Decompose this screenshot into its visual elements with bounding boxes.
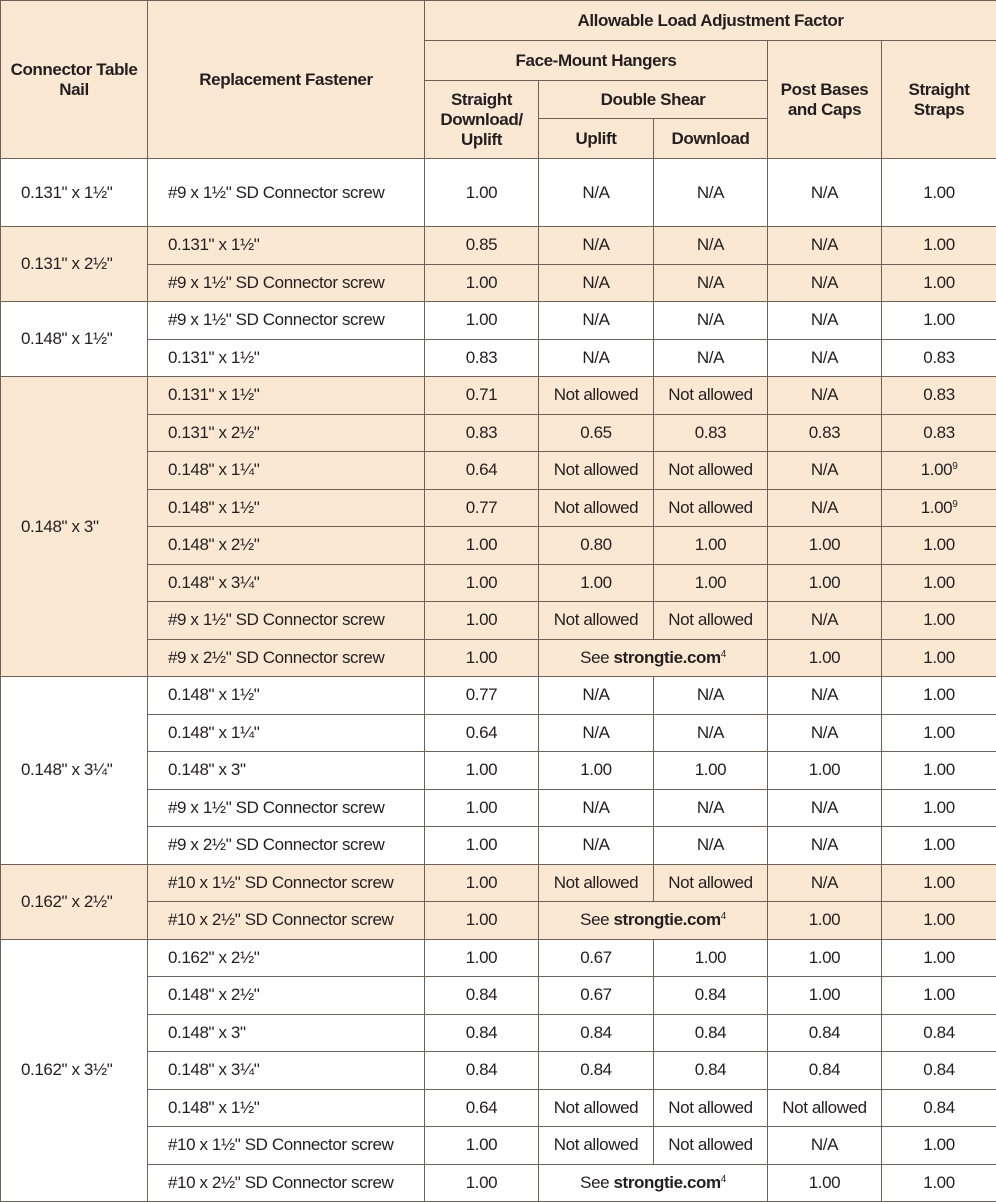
double-shear-uplift-cell: 0.84: [539, 1052, 654, 1090]
footnote-marker: 4: [721, 1174, 726, 1185]
table-row: [1, 789, 996, 827]
table-row: [1, 339, 996, 377]
double-shear-download-cell: N/A: [654, 227, 768, 265]
table-row: [1, 1127, 996, 1165]
replacement-fastener-cell: #10 x 2½" SD Connector screw: [148, 1164, 425, 1202]
straight-straps-cell: 1.00: [882, 227, 996, 265]
straight-straps-cell: 1.00: [882, 639, 996, 677]
table-row: [1, 1014, 996, 1052]
strongtie-link[interactable]: strongtie.com: [614, 1173, 721, 1192]
replacement-fastener-cell: 0.162" x 2½": [148, 939, 425, 977]
replacement-fastener-cell: 0.148" x 2½": [148, 977, 425, 1015]
double-shear-uplift-cell: N/A: [539, 677, 654, 715]
double-shear-uplift-cell: Not allowed: [539, 602, 654, 640]
post-bases-caps-cell: 1.00: [768, 1164, 882, 1202]
post-bases-caps-cell: N/A: [768, 377, 882, 415]
strongtie-link[interactable]: strongtie.com: [614, 648, 721, 667]
see-strongtie-note: [539, 902, 768, 940]
double-shear-uplift-cell: 0.65: [539, 414, 654, 452]
double-shear-download-cell: N/A: [654, 827, 768, 865]
table-row: [1, 527, 996, 565]
double-shear-download-cell: Not allowed: [654, 452, 768, 490]
post-bases-caps-cell: 1.00: [768, 527, 882, 565]
straight-download-uplift-cell: 0.84: [425, 1014, 539, 1052]
connector-nail-cell: 0.148" x 1½": [1, 302, 148, 377]
straight-download-uplift-cell: 0.77: [425, 677, 539, 715]
post-bases-caps-cell: N/A: [768, 452, 882, 490]
connector-nail-cell: 0.131" x 1½": [1, 159, 148, 227]
double-shear-uplift-cell: N/A: [539, 827, 654, 865]
double-shear-download-cell: N/A: [654, 339, 768, 377]
double-shear-uplift-cell: Not allowed: [539, 452, 654, 490]
double-shear-uplift-cell: N/A: [539, 302, 654, 340]
straight-download-uplift-cell: 1.00: [425, 827, 539, 865]
double-shear-uplift-cell: N/A: [539, 227, 654, 265]
double-shear-download-cell: 0.84: [654, 1052, 768, 1090]
straight-download-uplift-cell: 1.00: [425, 527, 539, 565]
table-row: [1, 752, 996, 790]
see-prefix: See: [580, 648, 613, 667]
replacement-fastener-cell: 0.148" x 3¼": [148, 1052, 425, 1090]
header-straight-straps: Straight Straps: [882, 41, 996, 159]
straight-download-uplift-cell: 0.84: [425, 1052, 539, 1090]
double-shear-download-cell: N/A: [654, 264, 768, 302]
straight-straps-cell: 1.00: [882, 602, 996, 640]
post-bases-caps-cell: 1.00: [768, 752, 882, 790]
post-bases-caps-cell: N/A: [768, 227, 882, 265]
straight-download-uplift-cell: 1.00: [425, 864, 539, 902]
replacement-fastener-cell: 0.148" x 1½": [148, 677, 425, 715]
post-bases-caps-cell: 0.83: [768, 414, 882, 452]
post-bases-caps-cell: N/A: [768, 339, 882, 377]
see-prefix: See: [580, 1173, 613, 1192]
double-shear-download-cell: N/A: [654, 677, 768, 715]
double-shear-download-cell: 1.00: [654, 527, 768, 565]
straight-download-uplift-cell: 0.64: [425, 714, 539, 752]
table-row: [1, 939, 996, 977]
post-bases-caps-cell: 1.00: [768, 564, 882, 602]
post-bases-caps-cell: 1.00: [768, 639, 882, 677]
double-shear-download-cell: 1.00: [654, 939, 768, 977]
straight-download-uplift-cell: 0.85: [425, 227, 539, 265]
replacement-fastener-cell: 0.131" x 1½": [148, 377, 425, 415]
double-shear-uplift-cell: 0.67: [539, 939, 654, 977]
table-row: [1, 639, 996, 677]
double-shear-uplift-cell: N/A: [539, 159, 654, 227]
double-shear-download-cell: Not allowed: [654, 1127, 768, 1165]
table-row: [1, 264, 996, 302]
table-header: [1, 1, 996, 159]
double-shear-uplift-cell: N/A: [539, 339, 654, 377]
post-bases-caps-cell: 1.00: [768, 939, 882, 977]
replacement-fastener-cell: #10 x 1½" SD Connector screw: [148, 1127, 425, 1165]
double-shear-download-cell: Not allowed: [654, 377, 768, 415]
straight-download-uplift-cell: 0.84: [425, 977, 539, 1015]
post-bases-caps-cell: N/A: [768, 264, 882, 302]
straight-straps-cell: 1.00$^9$: [882, 489, 996, 527]
replacement-fastener-cell: #9 x 1½" SD Connector screw: [148, 302, 425, 340]
footnote-marker: 4: [721, 911, 726, 922]
table-row: [1, 902, 996, 940]
double-shear-uplift-cell: Not allowed: [539, 377, 654, 415]
straight-straps-cell: 1.00: [882, 864, 996, 902]
replacement-fastener-cell: #9 x 1½" SD Connector screw: [148, 159, 425, 227]
double-shear-download-cell: 0.83: [654, 414, 768, 452]
double-shear-download-cell: N/A: [654, 714, 768, 752]
header-allowable-load: Allowable Load Adjustment Factor: [425, 1, 996, 41]
replacement-fastener-cell: 0.148" x 1¼": [148, 714, 425, 752]
straight-download-uplift-cell: 1.00: [425, 789, 539, 827]
table-row: [1, 714, 996, 752]
table-row: [1, 489, 996, 527]
header-face-mount: Face-Mount Hangers: [425, 41, 768, 81]
post-bases-caps-cell: 1.00: [768, 977, 882, 1015]
header-download: Download: [654, 119, 768, 159]
double-shear-uplift-cell: 0.80: [539, 527, 654, 565]
header-uplift: Uplift: [539, 119, 654, 159]
straight-straps-cell: 1.00: [882, 1164, 996, 1202]
straight-download-uplift-cell: 1.00: [425, 939, 539, 977]
double-shear-download-cell: 1.00: [654, 564, 768, 602]
table-row: [1, 377, 996, 415]
straight-download-uplift-cell: 0.83: [425, 414, 539, 452]
footnote-marker: 4: [721, 649, 726, 660]
table-body: [1, 159, 996, 1202]
double-shear-download-cell: 0.84: [654, 1014, 768, 1052]
double-shear-download-cell: N/A: [654, 302, 768, 340]
table-row: [1, 864, 996, 902]
replacement-fastener-cell: 0.131" x 1½": [148, 227, 425, 265]
see-strongtie-note: [539, 639, 768, 677]
table-row: [1, 827, 996, 865]
double-shear-download-cell: Not allowed: [654, 489, 768, 527]
replacement-fastener-cell: 0.148" x 1½": [148, 1089, 425, 1127]
header-connector-nail: Connector Table Nail: [1, 1, 148, 159]
table-row: [1, 227, 996, 265]
replacement-fastener-cell: 0.148" x 2½": [148, 527, 425, 565]
straight-straps-cell: 1.00: [882, 752, 996, 790]
post-bases-caps-cell: N/A: [768, 159, 882, 227]
header-post-bases: Post Bases and Caps: [768, 41, 882, 159]
table-row: [1, 1164, 996, 1202]
replacement-fastener-cell: 0.148" x 1¼": [148, 452, 425, 490]
straight-download-uplift-cell: 1.00: [425, 564, 539, 602]
double-shear-uplift-cell: Not allowed: [539, 864, 654, 902]
straight-straps-cell: 1.00: [882, 939, 996, 977]
straight-download-uplift-cell: 0.77: [425, 489, 539, 527]
straight-download-uplift-cell: 0.71: [425, 377, 539, 415]
replacement-fastener-cell: 0.131" x 1½": [148, 339, 425, 377]
connector-nail-cell: 0.131" x 2½": [1, 227, 148, 302]
replacement-fastener-cell: #10 x 1½" SD Connector screw: [148, 864, 425, 902]
header-double-shear: Double Shear: [539, 81, 768, 119]
straight-download-uplift-cell: 1.00: [425, 902, 539, 940]
table-row: [1, 1089, 996, 1127]
double-shear-download-cell: 0.84: [654, 977, 768, 1015]
footnote-marker: 9: [952, 461, 957, 472]
double-shear-uplift-cell: Not allowed: [539, 1127, 654, 1165]
straight-straps-cell: 0.83: [882, 414, 996, 452]
replacement-fastener-cell: #9 x 1½" SD Connector screw: [148, 602, 425, 640]
double-shear-uplift-cell: N/A: [539, 714, 654, 752]
straight-straps-cell: 1.00: [882, 714, 996, 752]
post-bases-caps-cell: N/A: [768, 1127, 882, 1165]
straight-download-uplift-cell: 1.00: [425, 264, 539, 302]
double-shear-uplift-cell: N/A: [539, 264, 654, 302]
straight-straps-cell: 1.00: [882, 677, 996, 715]
double-shear-download-cell: Not allowed: [654, 602, 768, 640]
post-bases-caps-cell: 1.00: [768, 902, 882, 940]
straight-download-uplift-cell: 1.00: [425, 159, 539, 227]
straight-download-uplift-cell: 0.64: [425, 1089, 539, 1127]
post-bases-caps-cell: N/A: [768, 677, 882, 715]
replacement-fastener-cell: #9 x 2½" SD Connector screw: [148, 639, 425, 677]
table-row: [1, 302, 996, 340]
replacement-fastener-cell: #9 x 1½" SD Connector screw: [148, 789, 425, 827]
double-shear-uplift-cell: 0.67: [539, 977, 654, 1015]
table-row: [1, 564, 996, 602]
post-bases-caps-cell: N/A: [768, 302, 882, 340]
straight-straps-cell: 1.00$^9$: [882, 452, 996, 490]
double-shear-download-cell: N/A: [654, 789, 768, 827]
double-shear-uplift-cell: Not allowed: [539, 489, 654, 527]
straight-straps-cell: 0.84: [882, 1014, 996, 1052]
double-shear-download-cell: Not allowed: [654, 1089, 768, 1127]
footnote-marker: 9: [952, 499, 957, 510]
straight-straps-cell: 1.00: [882, 264, 996, 302]
straight-download-uplift-cell: 1.00: [425, 752, 539, 790]
replacement-fastener-cell: 0.148" x 3¼": [148, 564, 425, 602]
table-row: [1, 677, 996, 715]
replacement-fastener-cell: 0.148" x 1½": [148, 489, 425, 527]
replacement-fastener-cell: 0.148" x 3": [148, 752, 425, 790]
replacement-fastener-cell: #9 x 1½" SD Connector screw: [148, 264, 425, 302]
header-straight-download-uplift: Straight Download/ Uplift: [425, 81, 539, 159]
table-row: [1, 414, 996, 452]
connector-nail-cell: 0.162" x 3½": [1, 939, 148, 1202]
double-shear-uplift-cell: N/A: [539, 789, 654, 827]
post-bases-caps-cell: N/A: [768, 789, 882, 827]
double-shear-uplift-cell: 1.00: [539, 752, 654, 790]
connector-nail-cell: 0.148" x 3¼": [1, 677, 148, 865]
straight-straps-cell: 1.00: [882, 302, 996, 340]
double-shear-download-cell: Not allowed: [654, 864, 768, 902]
strongtie-link[interactable]: strongtie.com: [614, 910, 721, 929]
straight-straps-cell: 1.00: [882, 527, 996, 565]
double-shear-download-cell: N/A: [654, 159, 768, 227]
straight-straps-cell: 1.00: [882, 789, 996, 827]
see-prefix: See: [580, 910, 613, 929]
double-shear-uplift-cell: Not allowed: [539, 1089, 654, 1127]
table-row: [1, 159, 996, 227]
header-replacement-fastener: Replacement Fastener: [148, 1, 425, 159]
see-strongtie-note: [539, 1164, 768, 1202]
replacement-fastener-cell: #9 x 2½" SD Connector screw: [148, 827, 425, 865]
double-shear-download-cell: 1.00: [654, 752, 768, 790]
replacement-fastener-cell: 0.148" x 3": [148, 1014, 425, 1052]
straight-straps-cell: 0.83: [882, 339, 996, 377]
straight-straps-cell: 0.83: [882, 377, 996, 415]
connector-nail-cell: 0.148" x 3": [1, 377, 148, 677]
straight-download-uplift-cell: 1.00: [425, 639, 539, 677]
straight-download-uplift-cell: 1.00: [425, 1164, 539, 1202]
straight-straps-cell: 1.00: [882, 1127, 996, 1165]
straight-straps-cell: 1.00: [882, 159, 996, 227]
replacement-fastener-cell: 0.131" x 2½": [148, 414, 425, 452]
straight-straps-cell: 0.84: [882, 1089, 996, 1127]
straight-straps-cell: 1.00: [882, 977, 996, 1015]
post-bases-caps-cell: N/A: [768, 827, 882, 865]
table-row: [1, 1052, 996, 1090]
post-bases-caps-cell: N/A: [768, 714, 882, 752]
post-bases-caps-cell: 0.84: [768, 1014, 882, 1052]
replacement-fastener-cell: #10 x 2½" SD Connector screw: [148, 902, 425, 940]
straight-download-uplift-cell: 1.00: [425, 1127, 539, 1165]
double-shear-uplift-cell: 1.00: [539, 564, 654, 602]
table-row: [1, 452, 996, 490]
straight-download-uplift-cell: 1.00: [425, 602, 539, 640]
post-bases-caps-cell: N/A: [768, 602, 882, 640]
straight-straps-cell: 1.00: [882, 827, 996, 865]
post-bases-caps-cell: Not allowed: [768, 1089, 882, 1127]
straight-download-uplift-cell: 1.00: [425, 302, 539, 340]
post-bases-caps-cell: N/A: [768, 864, 882, 902]
straight-download-uplift-cell: 0.64: [425, 452, 539, 490]
double-shear-uplift-cell: 0.84: [539, 1014, 654, 1052]
table-row: [1, 602, 996, 640]
table-row: [1, 977, 996, 1015]
post-bases-caps-cell: N/A: [768, 489, 882, 527]
straight-straps-cell: 1.00: [882, 902, 996, 940]
connector-nail-cell: 0.162" x 2½": [1, 864, 148, 939]
straight-download-uplift-cell: 0.83: [425, 339, 539, 377]
straight-straps-cell: 1.00: [882, 564, 996, 602]
post-bases-caps-cell: 0.84: [768, 1052, 882, 1090]
straight-straps-cell: 0.84: [882, 1052, 996, 1090]
